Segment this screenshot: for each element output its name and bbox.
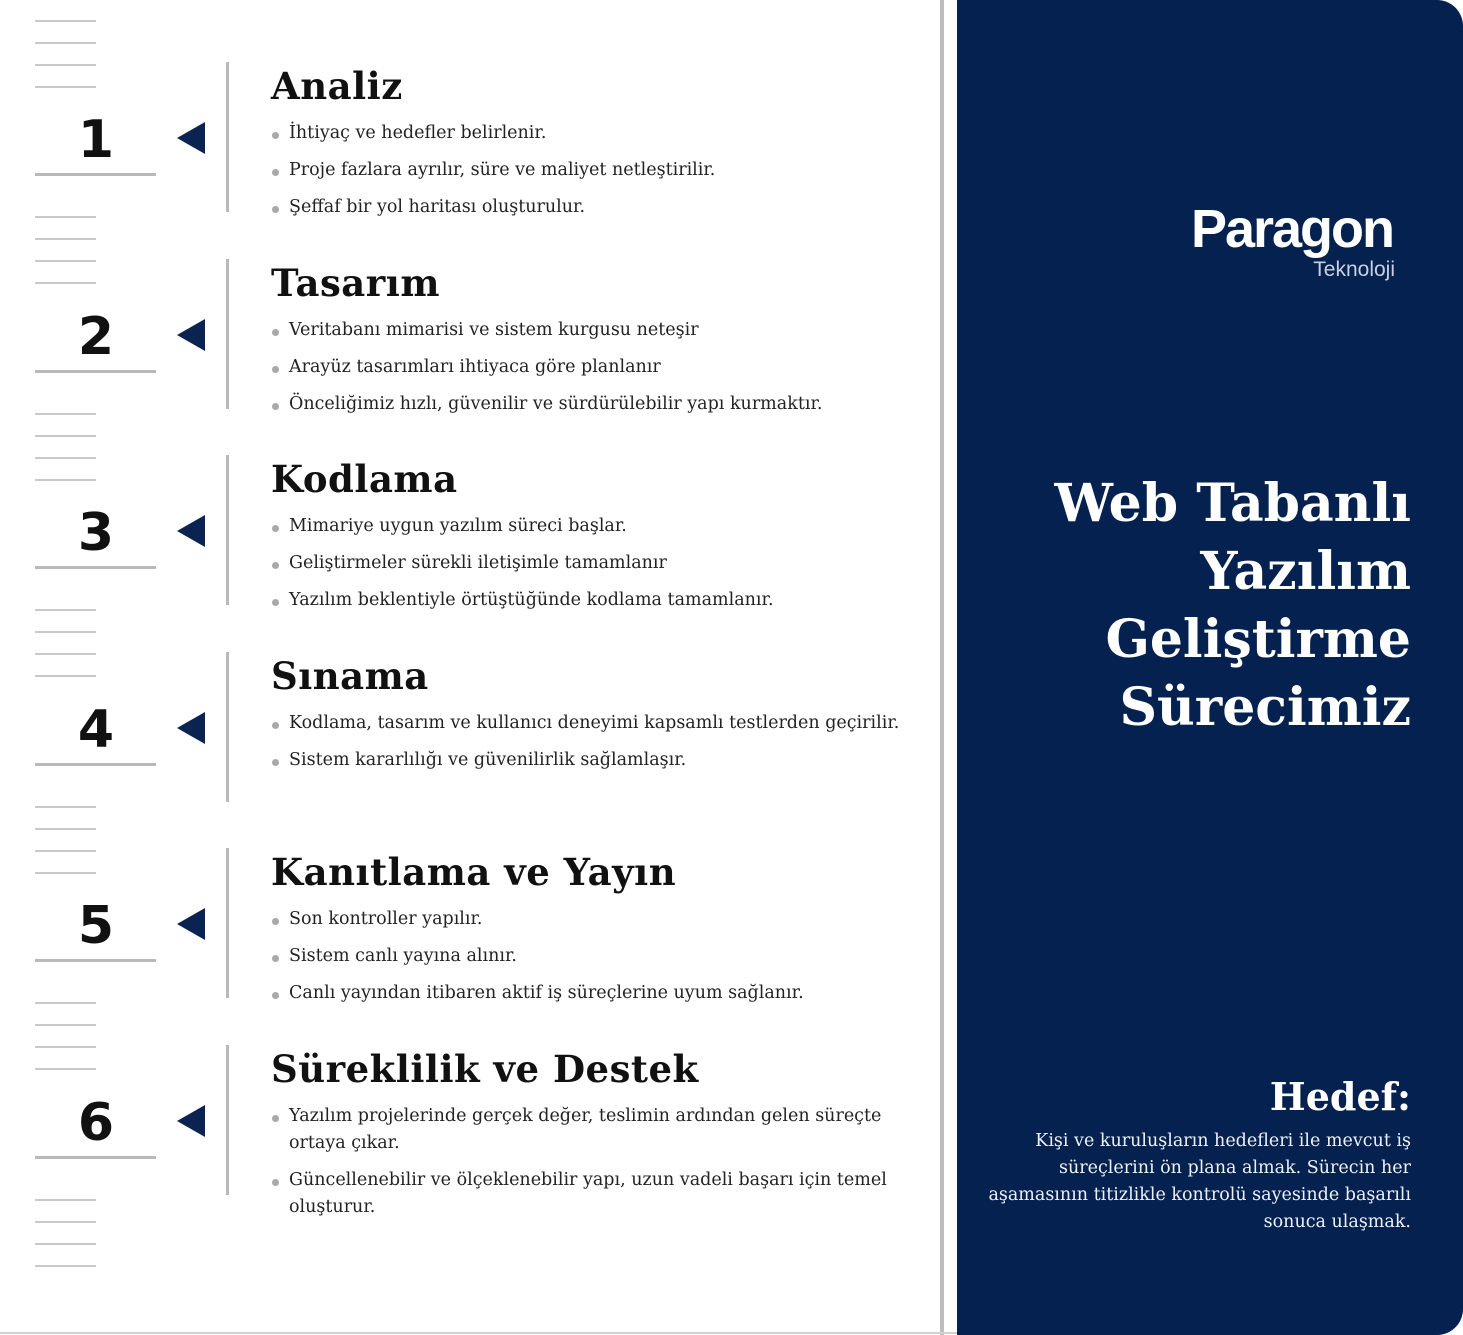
bullet-text: Arayüz tasarımları ihtiyaca göre planlanır [289, 357, 661, 377]
bullet-text: Proje fazlara ayrılır, süre ve maliyet netleştirilir. [289, 160, 716, 180]
step-number: 4 [77, 700, 115, 760]
list-item [271, 1103, 911, 1157]
step-number: 3 [77, 503, 115, 563]
step-divider [226, 259, 229, 409]
ruler-tick [35, 42, 96, 44]
step-title: Süreklilik ve Destek [271, 1047, 699, 1091]
page-title-line: Web Tabanlı [1054, 473, 1411, 534]
bullet-text: Sistem kararlılığı ve güvenilirlik sağlamlaşır. [289, 750, 687, 770]
step-bullet-list [271, 317, 911, 428]
step-3 [0, 455, 940, 651]
step-title: Sınama [271, 654, 429, 698]
bullet-text: Önceliğimiz hızlı, güvenilir ve sürdürülebilir yapı kurmaktır. [289, 394, 823, 414]
page-title-line: Geliştirme [1105, 609, 1411, 670]
bullet-text: Güncellenebilir ve ölçeklenebilir yapı, uzun vadeli başarı için temel oluşturur. [289, 1170, 887, 1217]
step-bullet-list [271, 906, 911, 1017]
ruler-tick [35, 1243, 96, 1245]
step-number: 2 [77, 307, 115, 367]
bullet-text: Mimariye uygun yazılım süreci başlar. [289, 516, 627, 536]
arrow-left-icon [177, 122, 205, 154]
arrow-left-icon [177, 712, 205, 744]
bullet-text: Sistem canlı yayına alınır. [289, 946, 517, 966]
bullet-dot-icon [272, 759, 279, 766]
vertical-divider [940, 0, 944, 1335]
step-number-underline [35, 173, 156, 176]
page-title-line: Sürecimiz [1119, 677, 1411, 738]
step-title: Kodlama [271, 457, 458, 501]
page-title [971, 470, 1411, 742]
arrow-left-icon [177, 515, 205, 547]
step-number: 6 [77, 1093, 115, 1153]
step-divider [226, 455, 229, 605]
info-panel [957, 0, 1463, 1335]
step-divider [226, 1045, 229, 1195]
brand-subtitle: Teknoloji [1313, 258, 1395, 281]
step-divider [226, 848, 229, 998]
step-bullet-list [271, 1103, 911, 1231]
list-item [271, 120, 911, 147]
bullet-text: İhtiyaç ve hedefler belirlenir. [289, 123, 547, 143]
page-title-line: Yazılım [1200, 541, 1411, 602]
step-number-underline [35, 1156, 156, 1159]
bullet-dot-icon [272, 132, 279, 139]
brand-logo: Paragon [1190, 199, 1393, 259]
step-divider [226, 652, 229, 802]
list-item [271, 550, 911, 577]
bullet-text: Son kontroller yapılır. [289, 909, 483, 929]
list-item [271, 354, 911, 381]
bullet-text: Şeffaf bir yol haritası oluşturulur. [289, 197, 586, 217]
step-bullet-list [271, 710, 911, 784]
step-number: 1 [77, 110, 115, 170]
step-number: 5 [77, 896, 115, 956]
bullet-dot-icon [272, 169, 279, 176]
step-number-underline [35, 959, 156, 962]
bullet-dot-icon [272, 722, 279, 729]
step-title: Kanıtlama ve Yayın [271, 850, 677, 894]
ruler-tick [35, 20, 96, 22]
list-item [271, 157, 911, 184]
list-item [271, 906, 911, 933]
list-item [271, 391, 911, 418]
list-item [271, 513, 911, 540]
goal-heading: Hedef: [1269, 1074, 1411, 1119]
step-title: Analiz [271, 64, 403, 108]
bottom-border [0, 1332, 960, 1334]
step-4 [0, 652, 940, 848]
bullet-dot-icon [272, 1115, 279, 1122]
bullet-dot-icon [272, 366, 279, 373]
bullet-text: Geliştirmeler sürekli iletişimle tamamlanır [289, 553, 667, 573]
list-item [271, 943, 911, 970]
bullet-dot-icon [272, 1179, 279, 1186]
list-item [271, 317, 911, 344]
step-number-underline [35, 566, 156, 569]
bullet-text: Yazılım projelerinde gerçek değer, teslimin ardından gelen süreçte ortaya çıkar. [289, 1106, 882, 1153]
bullet-dot-icon [272, 918, 279, 925]
bullet-text: Kodlama, tasarım ve kullanıcı deneyimi kapsamlı testlerden geçirilir. [289, 713, 900, 733]
list-item [271, 747, 911, 774]
goal-description: Kişi ve kuruluşların hedefleri ile mevcut iş süreçlerini ön plana almak. Sürecin her aşamasının titizlikle kontrolü sayesinde başarılı sonuca ulaşmak. [988, 1131, 1411, 1232]
bullet-text: Canlı yayından itibaren aktif iş süreçlerine uyum sağlanır. [289, 983, 804, 1003]
bullet-dot-icon [272, 992, 279, 999]
step-bullet-list [271, 120, 911, 231]
step-title: Tasarım [271, 261, 440, 305]
bullet-dot-icon [272, 525, 279, 532]
arrow-left-icon [177, 908, 205, 940]
step-divider [226, 62, 229, 212]
step-5 [0, 848, 940, 1044]
step-1 [0, 62, 940, 258]
bullet-dot-icon [272, 562, 279, 569]
arrow-left-icon [177, 319, 205, 351]
list-item [271, 587, 911, 614]
bullet-dot-icon [272, 955, 279, 962]
bullet-dot-icon [272, 599, 279, 606]
step-number-underline [35, 763, 156, 766]
bullet-dot-icon [272, 403, 279, 410]
step-number-underline [35, 370, 156, 373]
ruler-tick [35, 1265, 96, 1267]
list-item [271, 194, 911, 221]
step-2 [0, 259, 940, 455]
list-item [271, 710, 911, 737]
bullet-dot-icon [272, 329, 279, 336]
bullet-dot-icon [272, 206, 279, 213]
list-item [271, 980, 911, 1007]
arrow-left-icon [177, 1105, 205, 1137]
step-bullet-list [271, 513, 911, 624]
bullet-text: Yazılım beklentiyle örtüştüğünde kodlama tamamlanır. [289, 590, 774, 610]
step-6 [0, 1045, 940, 1241]
list-item [271, 1167, 911, 1221]
bullet-text: Veritabanı mimarisi ve sistem kurgusu neteşir [289, 320, 699, 340]
